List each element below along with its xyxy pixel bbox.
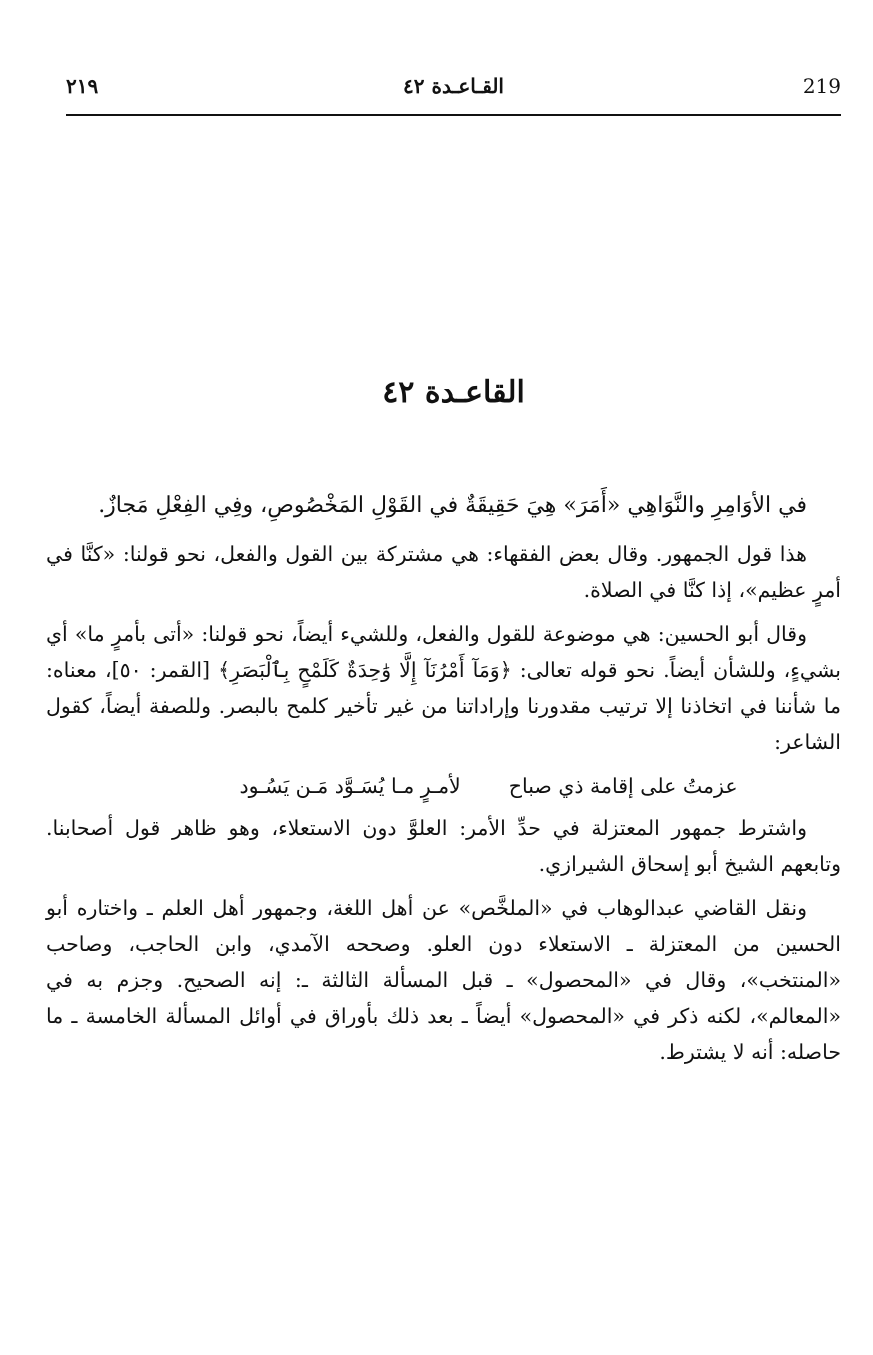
body-text bbox=[46, 486, 841, 1078]
header-divider bbox=[66, 114, 841, 116]
paragraph-majority-view: هذا قول الجمهور. وقال بعض الفقهاء: هي مشتركة بين القول والفعل، نحو قولنا: «كنَّا في أمرٍ عظيم»، إذا كنَّا في الصلاة. bbox=[46, 542, 841, 602]
paragraph-abu-al-husayn: وقال أبو الحسين: هي موضوعة للقول والفعل، وللشيء أيضاً، نحو قولنا: «أتى بأمرٍ ما» أي بشيءٍ، وللشأن أيضاً. نحو قوله تعالى: ﴿وَمَآ أَمْرُنَآ إِلَّا وَٰحِدَةٌ كَلَمْحٍ بِٱلْبَصَرِ﴾ [القمر: ٥٠]، معناه: ما شأننا في اتخاذنا إلا ترتيب مقدورنا وإراداتنا من غير تأخير كلمح بالبصر. وللصفة أيضاً، كقول الشاعر: bbox=[46, 622, 841, 754]
page-number-arabic: ٢١٩ bbox=[66, 74, 99, 98]
running-header bbox=[66, 74, 841, 108]
rule-statement: في الأوَامِرِ والنَّوَاهِي «أَمَرَ» هِيَ حَقِيقَةٌ في القَوْلِ المَخْصُوصِ، وفِي الفِعْلِ مَجازٌ. bbox=[98, 493, 807, 518]
paragraph-abd-al-wahhab: ونقل القاضي عبدالوهاب في «الملخَّص» عن أهل اللغة، وجمهور أهل العلم ـ واختاره أبو الحسين من المعتزلة ـ الاستعلاء دون العلو. وصححه الآمدي، وابن الحاجب، وصاحب «المنتخب»، وقال في «المحصول» ـ قبل المسألة الثالثة ـ: إنه الصحيح. وجزم به في «المعالم»، لكنه ذكر في «المحصول» أيضاً ـ بعد ذلك بأوراق في أوائل المسألة الخامسة ـ ما حاصله: أنه لا يشترط. bbox=[46, 896, 841, 1064]
page-number-latin: 219 bbox=[802, 74, 841, 98]
paragraph-mutazila-condition: واشترط جمهور المعتزلة في حدِّ الأمر: العلوَّ دون الاستعلاء، وهو ظاهر قول أصحابنا. وتابعهم الشيخ أبو إسحاق الشيرازي. bbox=[46, 816, 841, 876]
poetry-verse bbox=[46, 768, 841, 804]
chapter-title: القاعـدة ٤٢ bbox=[382, 375, 525, 410]
verse-first-hemistich: عزمتُ على إقامة ذي صباح bbox=[508, 774, 738, 798]
verse-second-hemistich: لأمـرٍ مـا يُسَـوَّد مَـن يَسُـود bbox=[239, 774, 461, 798]
running-header-title: القـاعـدة ٤٢ bbox=[403, 74, 504, 98]
